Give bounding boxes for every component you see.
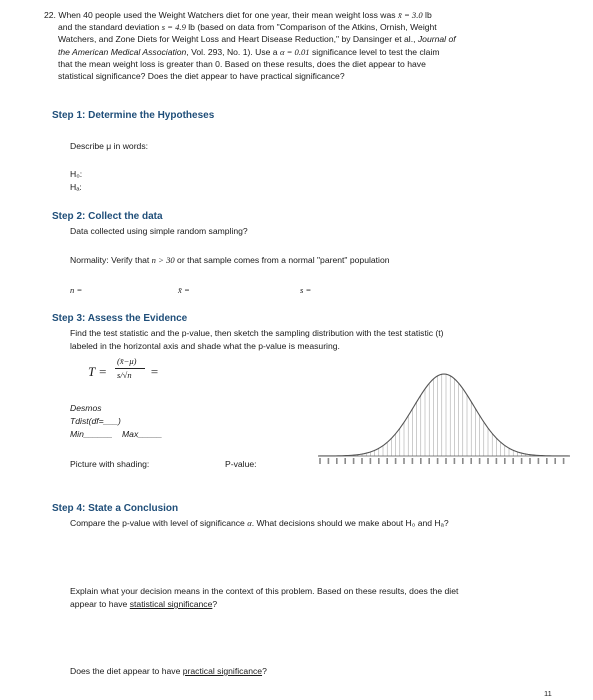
axis-tick-mark bbox=[344, 458, 346, 464]
axis-tick-mark bbox=[328, 458, 330, 464]
page-number: 11 bbox=[544, 689, 552, 698]
desmos-function: Tdist(df=___) bbox=[70, 416, 121, 426]
problem-line-6: statistical significance? Does the diet appear to have practical significance? bbox=[58, 71, 345, 82]
axis-tick-mark bbox=[479, 458, 481, 464]
axis-tick-marks bbox=[319, 458, 564, 464]
axis-tick-mark bbox=[386, 458, 388, 464]
null-hypothesis-label: H₀: bbox=[70, 169, 83, 179]
axis-tick-mark bbox=[428, 458, 430, 464]
s-label: s = bbox=[300, 285, 312, 295]
xbar-label: x̄ = bbox=[178, 285, 190, 295]
sampling-question: Data collected using simple random sampling? bbox=[70, 226, 248, 236]
axis-tick-mark bbox=[554, 458, 556, 464]
p-value-label: P-value: bbox=[225, 459, 257, 469]
normality-line: Normality: Verify that n > 30 or that sample comes from a normal "parent" population bbox=[70, 255, 390, 265]
compare-p-value-line: Compare the p-value with level of significance α. What decisions should we make about H₀ and Hₐ? bbox=[70, 518, 449, 528]
n-label: n = bbox=[70, 285, 83, 295]
practical-significance-line: Does the diet appear to have practical significance? bbox=[70, 666, 267, 676]
formula-t: T = bbox=[88, 364, 108, 379]
problem-line-3: Watchers, and Zone Diets for Weight Loss and Heart Disease Reduction," by Dansinger et al., Journal of bbox=[58, 34, 456, 45]
formula-numerator: (x̄−μ) bbox=[117, 356, 137, 366]
step3-instruction-1: Find the test statistic and the p-value, then sketch the sampling distribution with the test statistic (t) bbox=[70, 328, 444, 338]
sampling-distribution-curve bbox=[318, 368, 570, 470]
step3-heading: Step 3: Assess the Evidence bbox=[52, 313, 188, 324]
desmos-min: Min______ bbox=[70, 429, 113, 439]
axis-tick-mark bbox=[353, 458, 355, 464]
bell-curve bbox=[318, 374, 570, 456]
problem-line-1: 22. When 40 people used the Weight Watchers diet for one year, their mean weight loss was x̄ = 3.0 lb bbox=[44, 10, 432, 20]
axis-tick-mark bbox=[370, 458, 372, 464]
axis-tick-mark bbox=[395, 458, 397, 464]
problem-number: 22. bbox=[44, 10, 56, 20]
axis-tick-mark bbox=[470, 458, 472, 464]
axis-tick-mark bbox=[319, 458, 321, 464]
axis-tick-mark bbox=[546, 458, 548, 464]
problem-statement bbox=[44, 9, 564, 82]
axis-tick-mark bbox=[521, 458, 523, 464]
axis-tick-mark bbox=[487, 458, 489, 464]
describe-mu-label: Describe μ in words: bbox=[70, 141, 149, 151]
axis-tick-mark bbox=[378, 458, 380, 464]
step4-heading: Step 4: State a Conclusion bbox=[52, 503, 179, 514]
step3-instruction-2: labeled in the horizontal axis and shade what the p-value is measuring. bbox=[70, 341, 340, 351]
axis-tick-mark bbox=[496, 458, 498, 464]
axis-tick-mark bbox=[403, 458, 405, 464]
explain-line-1: Explain what your decision means in the context of this problem. Based on these results, does the diet bbox=[70, 586, 459, 596]
step1-heading: Step 1: Determine the Hypotheses bbox=[52, 110, 215, 121]
axis-tick-mark bbox=[437, 458, 439, 464]
desmos-max: Max_____ bbox=[122, 429, 163, 439]
desmos-title: Desmos bbox=[70, 403, 102, 413]
axis-tick-mark bbox=[454, 458, 456, 464]
axis-tick-mark bbox=[563, 458, 565, 464]
axis-tick-mark bbox=[420, 458, 422, 464]
axis-tick-mark bbox=[529, 458, 531, 464]
axis-tick-mark bbox=[538, 458, 540, 464]
curve-vertical-lines bbox=[320, 374, 568, 456]
alt-hypothesis-label: Hₐ: bbox=[70, 182, 82, 192]
axis-tick-mark bbox=[512, 458, 514, 464]
axis-tick-mark bbox=[336, 458, 338, 464]
step2-heading: Step 2: Collect the data bbox=[52, 211, 163, 222]
problem-line-4: the American Medical Association, Vol. 293, No. 1). Use a α = 0.01 significance level to test the claim bbox=[58, 46, 440, 57]
axis-tick-mark bbox=[504, 458, 506, 464]
problem-line-5: that the mean weight loss is greater than 0. Based on these results, does the diet appear to have bbox=[58, 58, 426, 69]
problem-line-2: and the standard deviation s = 4.9 lb (based on data from "Comparison of the Atkins, Ornish, Weight bbox=[58, 22, 437, 33]
axis-tick-mark bbox=[412, 458, 414, 464]
formula-denominator: s/√n bbox=[117, 370, 132, 380]
axis-tick-mark bbox=[462, 458, 464, 464]
formula-fraction-bar bbox=[115, 368, 145, 369]
axis-tick-mark bbox=[445, 458, 447, 464]
picture-shading-label: Picture with shading: bbox=[70, 459, 150, 469]
explain-line-2: appear to have statistical significance? bbox=[70, 599, 218, 609]
formula-equals: = bbox=[150, 364, 159, 379]
axis-tick-mark bbox=[361, 458, 363, 464]
